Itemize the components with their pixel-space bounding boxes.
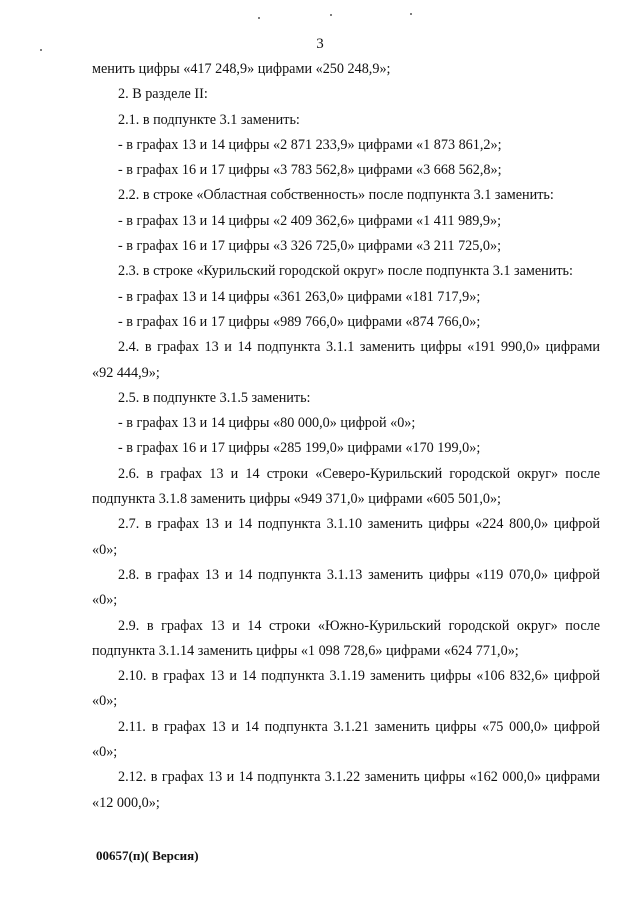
paragraph: 2.3. в строке «Курильский городской округ» после подпункта 3.1 заменить: <box>118 263 573 280</box>
document-footer: 00657(п)( Версия) <box>96 848 199 863</box>
paragraph: 2.12. в графах 13 и 14 подпункта 3.1.22 заменить цифры «162 000,0» цифрами «12 000,0»; <box>92 769 600 811</box>
paragraph: 2.9. в графах 13 и 14 строки «Южно-Курильский городской округ» после подпункта 3.1.14 заменить цифры «1 098 728,6» цифрами «624 771,0»; <box>92 617 600 659</box>
paragraph: 2.10. в графах 13 и 14 подпункта 3.1.19 заменить цифры «106 832,6» цифрой «0»; <box>92 668 600 710</box>
paragraph: 2.4. в графах 13 и 14 подпункта 3.1.1 заменить цифры «191 990,0» цифрами «92 444,9»; <box>92 339 600 381</box>
page-number: 3 <box>316 36 324 52</box>
paragraph: 2.7. в графах 13 и 14 подпункта 3.1.10 заменить цифры «224 800,0» цифрой «0»; <box>92 516 600 558</box>
paragraph: - в графах 16 и 17 цифры «3 783 562,8» цифрами «3 668 562,8»; <box>118 162 502 179</box>
paragraph: - в графах 13 и 14 цифры «80 000,0» цифрой «0»; <box>118 415 416 432</box>
paragraph: - в графах 16 и 17 цифры «3 326 725,0» цифрами «3 211 725,0»; <box>118 238 502 255</box>
paragraph: - в графах 13 и 14 цифры «2 871 233,9» цифрами «1 873 861,2»; <box>118 136 502 153</box>
paragraph: - в графах 13 и 14 цифры «2 409 362,6» цифрами «1 411 989,9»; <box>118 212 502 229</box>
paragraph: менить цифры «417 248,9» цифрами «250 248,9»; <box>92 61 391 77</box>
paragraph: - в графах 16 и 17 цифры «989 766,0» цифрами «874 766,0»; <box>118 313 481 330</box>
paragraph: 2.2. в строке «Областная собственность» после подпункта 3.1 заменить: <box>118 187 554 204</box>
paragraph: 2.8. в графах 13 и 14 подпункта 3.1.13 заменить цифры «119 070,0» цифрой «0»; <box>92 566 600 609</box>
paragraph: - в графах 13 и 14 цифры «361 263,0» цифрами «181 717,9»; <box>118 288 481 305</box>
paragraph: 2. В разделе II: <box>118 86 208 103</box>
paragraph: 2.5. в подпункте 3.1.5 заменить: <box>118 389 311 406</box>
paragraph: 2.6. в графах 13 и 14 строки «Северо-Курильский городской округ» после подпункта 3.1.8 заменить цифры «949 371,0» цифрами «605 501,0»; <box>92 465 600 508</box>
scan-speck <box>410 13 412 15</box>
document-body <box>92 57 600 816</box>
scan-speck <box>330 14 332 16</box>
scan-speck <box>258 17 260 19</box>
paragraph: 2.11. в графах 13 и 14 подпункта 3.1.21 заменить цифры «75 000,0» цифрой «0»; <box>92 718 600 761</box>
paragraph: 2.1. в подпункте 3.1 заменить: <box>118 111 300 128</box>
paragraph: - в графах 16 и 17 цифры «285 199,0» цифрами «170 199,0»; <box>118 440 481 457</box>
